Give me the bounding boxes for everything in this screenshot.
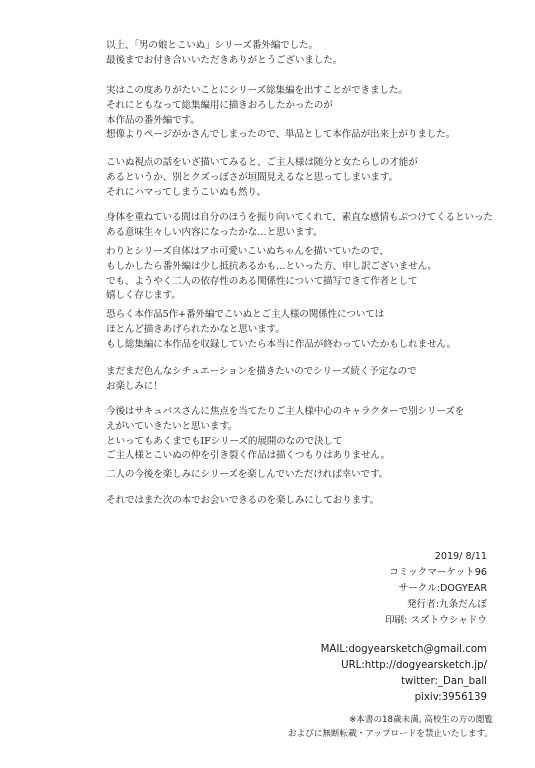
colophon	[385, 549, 487, 629]
afterword-line: 最後までお付き合いいただきありがとうございました。	[106, 54, 343, 66]
printer-name: 印刷: スズトウシャドウ	[384, 615, 487, 626]
afterword-line: 以上、「男の娘とこいぬ」シリーズ番外編でした。	[106, 40, 318, 51]
afterword-line: えがいていきたいと思います。	[106, 420, 238, 432]
afterword-line: わりとシリーズ自体はアホ可愛いこいぬちゃんを描いていたので、	[106, 246, 389, 257]
contact-pixiv: pixiv:3956139	[414, 692, 487, 703]
afterword-line: 今後はサキュバスさんに焦点を当てたりご主人様中心のキャラクターで別シリーズを	[106, 406, 465, 417]
afterword-paragraph-1	[106, 39, 506, 69]
age-restriction-notice	[288, 713, 493, 741]
afterword-line: でも、ようやく二人の依存性のある関係性について描写できて作者として	[106, 275, 418, 287]
afterword-paragraph-9	[106, 468, 506, 483]
afterword-line: ほとんど描きあげられたかなと思います。	[106, 323, 285, 335]
notice-line-1: ※本書の18歳未満, 高校生の方の閲覧	[349, 715, 493, 725]
afterword-line: それではまた次の本でお会いできるのを楽しみにしております。	[106, 495, 380, 506]
afterword-line: といってもあくまでもIFシリーズ的展開のなので決して	[106, 435, 343, 447]
notice-line-2: およびに無断転載・アップロードを禁止いたします。	[288, 729, 493, 739]
afterword-line: 身体を重ねている間は自分のほうを振り向いてくれて、素直な感情もぶつけてくるといった	[106, 212, 493, 223]
contact-mail: MAIL:dogyearsketch@gmail.com	[320, 644, 487, 655]
afterword-line: こいぬ視点の話をいざ描いてみると、ご主人様は随分と女たらしの才能が	[106, 157, 418, 168]
afterword-line: それにともなって総集編用に描きおろしたかったのが	[106, 99, 333, 111]
afterword-paragraph-2	[106, 84, 506, 143]
afterword-paragraph-4	[106, 211, 506, 241]
publisher-name: 発行者:九条だんぼ	[407, 599, 487, 610]
contact-url: URL:http://dogyearsketch.jp/	[341, 660, 487, 671]
afterword-paragraph-7	[106, 365, 506, 395]
afterword-paragraph-6	[106, 308, 506, 352]
afterword-line: 実はこの度ありがたいことにシリーズ総集編を出すことができました。	[106, 85, 408, 96]
publish-date: 2019/ 8/11	[434, 551, 487, 562]
afterword-line: あるというか、別とクズっぽさが垣間見えるなと思ってしまいます。	[106, 171, 398, 183]
afterword-paragraph-8	[106, 405, 506, 464]
afterword-line: ある意味生々しい内容になったかな…と思います。	[106, 226, 323, 238]
afterword-line: ご主人様とこいぬの仲を引き裂く作品は描くつもりはありません。	[106, 450, 390, 462]
afterword-line: お楽しみに！	[106, 380, 163, 392]
afterword-line: もし総集編に本作品を収録していたら本当に作品が終わっていたかもしれません。	[106, 338, 456, 350]
afterword-line: 本作品の番外編です。	[106, 114, 200, 126]
afterword-paragraph-5	[106, 245, 506, 304]
event-name: コミックマーケット96	[389, 567, 487, 578]
afterword-line: もしかしたら番外編は少し抵抗あるかも…といった方、申し訳ございません。	[106, 260, 438, 272]
afterword-line: 二人の今後を楽しみにシリーズを楽しんでいただければ幸いです。	[106, 469, 389, 480]
circle-name: サークル:DOGYEAR	[398, 583, 487, 594]
contact-twitter: twitter:_Dan_ball	[401, 676, 487, 687]
afterword-line: 想像よりページがかさんでしまったので、単品として本作品が出来上がりました。	[106, 129, 456, 141]
afterword-paragraph-3	[106, 156, 506, 200]
afterword-paragraph-10	[106, 494, 506, 509]
afterword-line: 嬉しく存じます。	[106, 290, 181, 302]
contact-info	[321, 642, 487, 706]
afterword-line: 恐らく本作品5作+番外編でこいぬとご主人様の関係性については	[106, 309, 385, 320]
afterword-line: まだまだ色んなシチュエーションを描きたいのでシリーズ続く予定なので	[106, 366, 417, 377]
afterword-line: それにハマってしまうこいぬも然り。	[106, 186, 267, 198]
